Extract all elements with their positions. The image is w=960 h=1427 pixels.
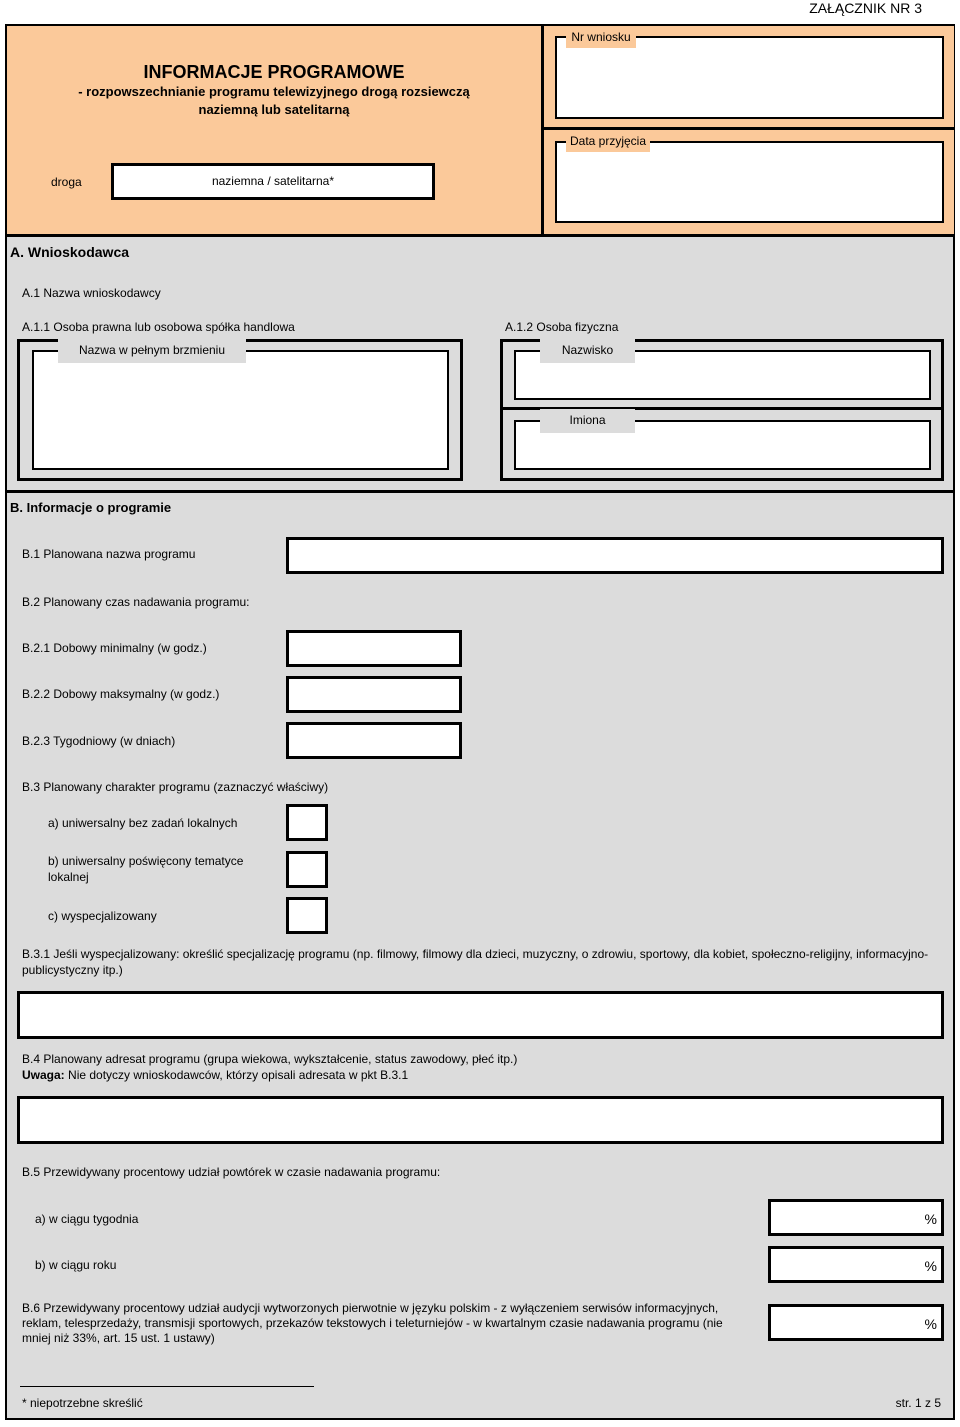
annex-label: ZAŁĄCZNIK NR 3: [809, 0, 922, 16]
b5-year-label: b) w ciągu roku: [35, 1258, 117, 1272]
footnote: * niepotrzebne skreślić: [22, 1396, 143, 1410]
section-b-title: B. Informacje o programie: [10, 500, 172, 515]
page-subtitle-line2: naziemną lub satelitarną: [198, 102, 350, 117]
b3-option-b-checkbox[interactable]: [286, 851, 328, 888]
percent-sign: %: [924, 1211, 937, 1227]
page-title: INFORMACJE PROGRAMOWE: [143, 62, 405, 82]
footnote-rule: [20, 1386, 314, 1387]
b3-label: B.3 Planowany charakter programu (zaznaczyć właściwy): [22, 780, 329, 794]
b4-note-text: Nie dotyczy wnioskodawców, którzy opisali adresata w pkt B.3.1: [64, 1068, 409, 1082]
a11-label: A.1.1 Osoba prawna lub osobowa spółka handlowa: [22, 320, 295, 334]
b5-label: B.5 Przewidywany procentowy udział powtórek w czasie nadawania programu:: [22, 1165, 441, 1179]
repeats-week-field[interactable]: [768, 1199, 944, 1236]
b22-label: B.2.2 Dobowy maksymalny (w godz.): [22, 687, 220, 701]
b21-label: B.2.1 Dobowy minimalny (w godz.): [22, 641, 207, 655]
b1-label: B.1 Planowana nazwa programu: [22, 547, 196, 561]
b6-label-line3: mniej niż 33%, art. 15 ust. 1 ustawy): [22, 1331, 215, 1345]
a1-label: A.1 Nazwa wnioskodawcy: [22, 286, 161, 300]
b31-label-line2: publicystyczny itp.): [22, 963, 123, 977]
daily-max-field[interactable]: [286, 676, 462, 713]
b3-option-b-label-line2: lokalnej: [48, 870, 89, 884]
b3-option-c-label: c) wyspecjalizowany: [48, 909, 157, 923]
section-divider: [7, 490, 954, 493]
b3-option-b-label-line1: b) uniwersalny poświęcony tematyce: [48, 854, 244, 868]
weekly-days-field[interactable]: [286, 722, 462, 759]
page-number: str. 1 z 5: [895, 1396, 941, 1410]
full-name-label: Nazwa w pełnym brzmieniu: [58, 339, 246, 363]
b6-label-line2: reklam, telesprzedaży, transmisji sportowych, przekazów tekstowych i teleturniejów - w kwartalnym czasie nadawania programu (nie: [22, 1316, 723, 1330]
b3-option-a-label: a) uniwersalny bez zadań lokalnych: [48, 816, 238, 830]
a12-label: A.1.2 Osoba fizyczna: [505, 320, 619, 334]
header-panel: [7, 26, 544, 237]
b4-note: [22, 1068, 408, 1082]
route-field[interactable]: naziemna / satelitarna*: [111, 163, 435, 200]
audience-field[interactable]: [17, 1096, 944, 1144]
receipt-date-label: Data przyjęcia: [566, 130, 650, 152]
percent-sign: %: [924, 1316, 937, 1332]
section-a-title: A. Wnioskodawca: [10, 244, 130, 260]
percent-sign: %: [924, 1258, 937, 1274]
daily-min-field[interactable]: [286, 630, 462, 667]
b4-label: B.4 Planowany adresat programu (grupa wiekowa, wykształcenie, status zawodowy, płeć itp.): [22, 1052, 518, 1066]
application-number-label: Nr wniosku: [566, 26, 636, 48]
program-name-field[interactable]: [286, 537, 944, 574]
b3-option-a-checkbox[interactable]: [286, 804, 328, 841]
full-name-field[interactable]: [32, 350, 449, 470]
polish-share-field[interactable]: [768, 1304, 944, 1341]
b4-note-emphasis: Uwaga:: [22, 1068, 65, 1082]
route-label: droga: [51, 175, 82, 189]
application-number-field[interactable]: [555, 36, 944, 119]
surname-label: Nazwisko: [540, 339, 635, 363]
b5-week-label: a) w ciągu tygodnia: [35, 1212, 139, 1226]
first-names-label: Imiona: [540, 409, 635, 433]
b23-label: B.2.3 Tygodniowy (w dniach): [22, 734, 176, 748]
receipt-date-field[interactable]: [555, 141, 944, 223]
b31-label-line1: B.3.1 Jeśli wyspecjalizowany: określić specjalizację programu (np. filmowy, filmowy dla dzieci, muzyczny, o zdrowiu, sportowy, dla kobiet, społeczno-religijny, informacyjno-: [22, 947, 929, 961]
specialization-field[interactable]: [17, 991, 944, 1039]
b6-label-line1: B.6 Przewidywany procentowy udział audycji wytworzonych pierwotnie w języku polskim - z wyłączeniem serwisów informacyjnych,: [22, 1301, 719, 1315]
repeats-year-field[interactable]: [768, 1246, 944, 1283]
b2-label: B.2 Planowany czas nadawania programu:: [22, 595, 250, 609]
b3-option-c-checkbox[interactable]: [286, 897, 328, 934]
page-subtitle-line1: - rozpowszechnianie programu telewizyjnego drogą rozsiewczą: [78, 84, 470, 99]
